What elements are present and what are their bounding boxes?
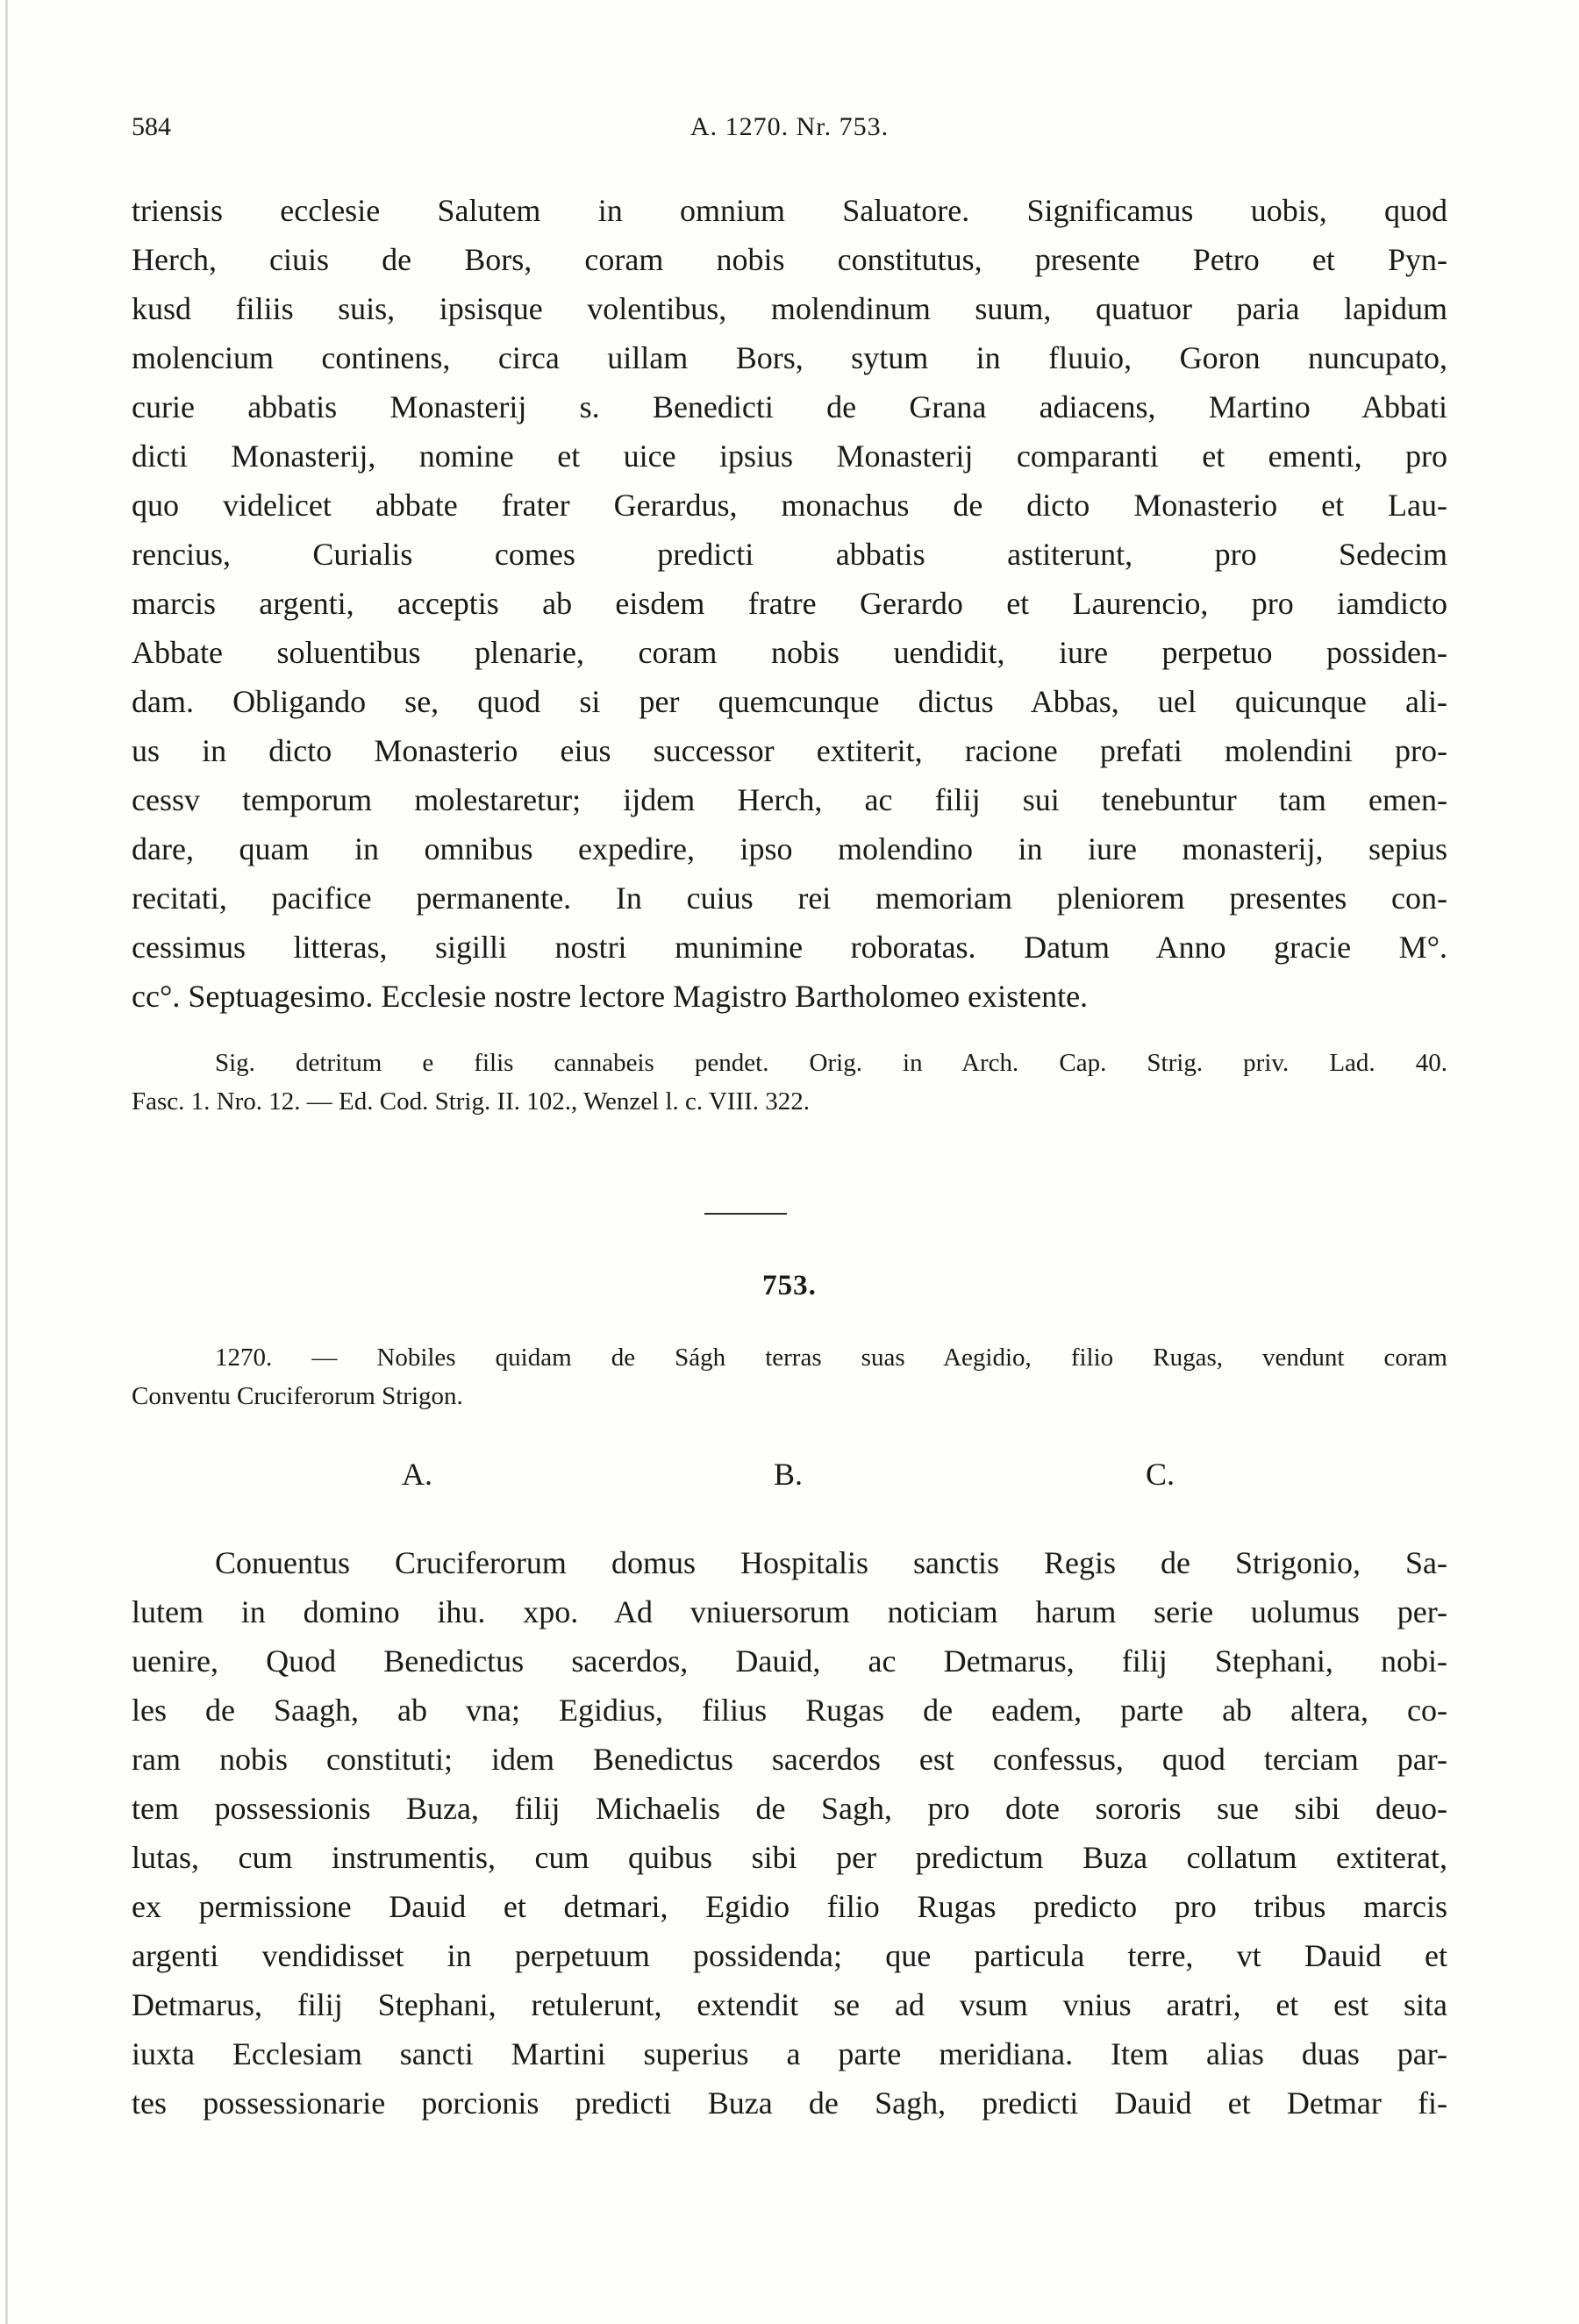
document-number: 753. xyxy=(762,1270,817,1301)
text-line: iuxta Ecclesiam sancti Martini superius a parte meridiana. Item alias duas par- xyxy=(132,2036,1447,2071)
text-line: argenti vendidisset in perpetuum possidenda; que particula terre, vt Dauid et xyxy=(132,1938,1447,1973)
text-line: tes possessionarie porcionis predicti Buza de Sagh, predicti Dauid et Detmar fi- xyxy=(132,2085,1447,2121)
text-line: curie abbatis Monasterij s. Benedicti de Grana adiacens, Martino Abbati xyxy=(132,389,1447,424)
text-line: dicti Monasterij, nomine et uice ipsius Monasterij comparanti et ementi, pro xyxy=(132,438,1447,474)
text-line: Detmarus, filij Stephani, retulerunt, extendit se ad vsum vnius aratri, et est sita xyxy=(132,1987,1447,2022)
text-line: les de Saagh, ab vna; Egidius, filius Rugas de eadem, parte ab altera, co- xyxy=(132,1693,1447,1728)
text-line: tem possessionis Buza, filij Michaelis de Sagh, pro dote sororis sue sibi deuo- xyxy=(132,1791,1447,1826)
document-752-source-note xyxy=(132,1044,1447,1121)
version-label-a: A. xyxy=(402,1457,432,1492)
text-line: lutem in domino ihu. xpo. Ad vniuersorum noticiam harum serie uolumus per- xyxy=(132,1594,1447,1629)
text-line: cessimus litteras, sigilli nostri munimine roboratas. Datum Anno gracie M°. xyxy=(132,930,1447,965)
text-line: Herch, ciuis de Bors, coram nobis constitutus, presente Petro et Pyn- xyxy=(132,242,1447,277)
text-line: ex permissione Dauid et detmari, Egidio filio Rugas predicto pro tribus marcis xyxy=(132,1889,1447,1924)
page-header xyxy=(132,112,1447,156)
text-line: lutas, cum instrumentis, cum quibus sibi per predictum Buza collatum extiterat, xyxy=(132,1840,1447,1875)
text-line: cc°. Septuagesimo. Ecclesie nostre lectore Magistro Bartholomeo existente. xyxy=(132,979,1089,1014)
summary-line: 1270. — Nobiles quidam de Ságh terras suas Aegidio, filio Rugas, vendunt coram xyxy=(215,1344,1447,1372)
text-line: dare, quam in omnibus expedire, ipso molendino in iure monasterij, sepius xyxy=(132,831,1447,866)
note-line: Fasc. 1. Nro. 12. — Ed. Cod. Strig. II. 102., Wenzel l. c. VIII. 322. xyxy=(132,1087,811,1116)
note-line: Sig. detritum e filis cannabeis pendet. Orig. in Arch. Cap. Strig. priv. Lad. 40. xyxy=(215,1049,1447,1077)
text-line: uenire, Quod Benedictus sacerdos, Dauid, ac Detmarus, filij Stephani, nobi- xyxy=(132,1643,1447,1679)
version-label-c: C. xyxy=(1146,1457,1175,1492)
text-line: Conuentus Cruciferorum domus Hospitalis sanctis Regis de Strigonio, Sa- xyxy=(215,1545,1447,1580)
summary-line: Conventu Cruciferorum Strigon. xyxy=(132,1382,463,1410)
page-edge-shadow xyxy=(5,0,8,2324)
text-line: dam. Obligando se, quod si per quemcunque dictus Abbas, uel quicunque ali- xyxy=(132,684,1447,719)
page-number: 584 xyxy=(132,112,171,141)
document-753-summary xyxy=(132,1338,1447,1415)
text-line: triensis ecclesie Salutem in omnium Saluatore. Significamus uobis, quod xyxy=(132,193,1447,228)
document-752-text xyxy=(132,186,1447,1021)
section-divider xyxy=(704,1213,787,1215)
text-line: us in dicto Monasterio eius successor extiterit, racione prefati molendini pro- xyxy=(132,733,1447,768)
text-line: molencium continens, circa uillam Bors, sytum in fluuio, Goron nuncupato, xyxy=(132,340,1447,375)
text-line: marcis argenti, acceptis ab eisdem fratre Gerardo et Laurencio, pro iamdicto xyxy=(132,586,1447,621)
text-line: cessv temporum molestaretur; ijdem Herch, ac filij sui tenebuntur tam emen- xyxy=(132,782,1447,817)
version-label-b: B. xyxy=(774,1457,804,1492)
text-line: kusd filiis suis, ipsisque volentibus, molendinum suum, quatuor paria lapidum xyxy=(132,291,1447,326)
text-line: rencius, Curialis comes predicti abbatis astiterunt, pro Sedecim xyxy=(132,537,1447,572)
text-line: ram nobis constituti; idem Benedictus sacerdos est confessus, quod terciam par- xyxy=(132,1742,1447,1777)
text-line: quo videlicet abbate frater Gerardus, monachus de dicto Monasterio et Lau- xyxy=(132,488,1447,523)
running-title: A. 1270. Nr. 753. xyxy=(689,112,890,141)
text-line: Abbate soluentibus plenarie, coram nobis uendidit, iure perpetuo possiden- xyxy=(132,635,1447,670)
document-753-text xyxy=(132,1538,1447,2128)
text-line: recitati, pacifice permanente. In cuius rei memoriam pleniorem presentes con- xyxy=(132,880,1447,916)
